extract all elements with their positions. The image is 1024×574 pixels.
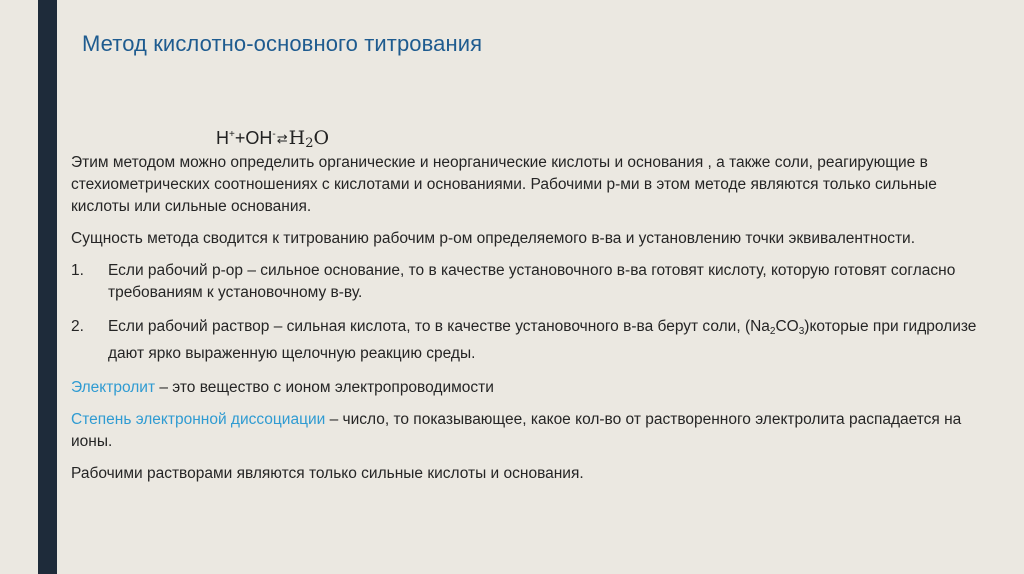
subscript-2: 2 bbox=[769, 326, 776, 337]
list-item-text bbox=[108, 318, 976, 362]
list-item bbox=[71, 260, 999, 304]
slide-body bbox=[71, 152, 999, 495]
numbered-list bbox=[71, 260, 999, 365]
list-item-number: 2. bbox=[71, 318, 84, 335]
intro-paragraph: Этим методом можно определить органические и неорганические кислоты и основания , а также соли, реагирующие в стехиометрических соотношениях с кислотами и основаниями. Рабочими р-ми в этом методе являются только сильные кислоты или сильные основания. bbox=[71, 154, 937, 215]
slide-title: Метод кислотно-основного титрования bbox=[82, 31, 483, 56]
formula-oh-charge: - bbox=[272, 129, 276, 140]
definition-text: – это вещество с ионом электропроводимости bbox=[155, 379, 494, 396]
formula-plus-oh: +OH bbox=[234, 128, 273, 148]
definition-dissociation bbox=[71, 409, 999, 453]
definition-electrolyte bbox=[71, 377, 999, 399]
formula-water-h: H bbox=[288, 127, 306, 149]
formula-h-charge: + bbox=[229, 129, 235, 140]
formula-water-sub: 2 bbox=[305, 136, 314, 151]
essence-paragraph: Сущность метода сводится к титрованию рабочим р-ом определяемого в-ва и установлению точки эквивалентности. bbox=[71, 230, 916, 247]
list-item-number: 1. bbox=[71, 262, 84, 279]
reaction-formula bbox=[216, 127, 329, 151]
list-item bbox=[71, 316, 999, 365]
definition-term: Степень электронной диссоциации bbox=[71, 411, 326, 428]
list-item-text: Если рабочий р-ор – сильное основание, то в качестве установочного в-ва готовят кислоту, которую готовят согласно требованиям к установочному в-ву. bbox=[108, 262, 956, 301]
equilibrium-arrows-icon: ⇄ bbox=[276, 131, 288, 146]
definition-term: Электролит bbox=[71, 379, 156, 396]
closing-paragraph: Рабочими растворами являются только сильные кислоты и основания. bbox=[71, 465, 584, 482]
list-item-text-before: Если рабочий раствор – сильная кислота, то в качестве установочного в-ва берут соли, (Na bbox=[108, 318, 770, 335]
definition-text: – число, то показывающее, какое кол-во от растворенного электролита распадается на ионы. bbox=[71, 411, 962, 450]
list-item-text-after: )которые при гидролизе дают ярко выраженную щелочную реакцию среды. bbox=[108, 318, 977, 362]
list-item-text-mid: CO bbox=[775, 318, 799, 335]
side-accent-bar bbox=[38, 0, 57, 574]
formula-water-o: O bbox=[313, 127, 330, 149]
formula-water bbox=[289, 127, 329, 149]
subscript-3: 3 bbox=[798, 326, 805, 337]
formula-h: H bbox=[216, 128, 229, 148]
